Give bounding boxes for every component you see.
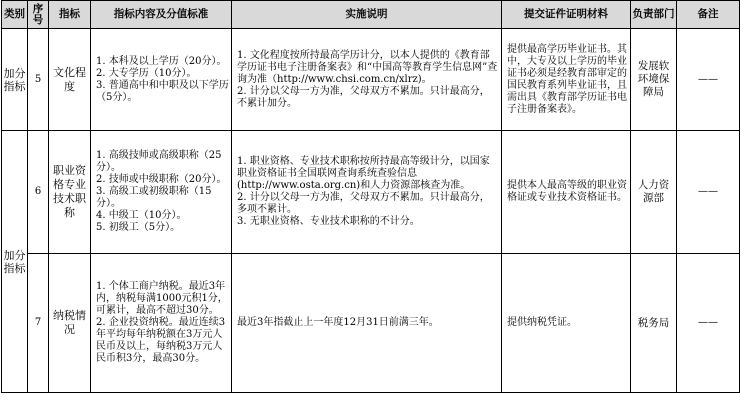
- table-row: [2, 254, 740, 393]
- explanation-cell: [232, 254, 502, 393]
- category-cell: 加分指标: [2, 131, 28, 393]
- dept-cell: 人力资源部: [631, 131, 677, 254]
- header-explanation: 实施说明: [232, 1, 502, 29]
- scoring-table: [1, 0, 740, 393]
- header-category: 类别: [2, 1, 28, 29]
- standard-line: 1. 个体工商户纳税。最近3年内，纳税每满1000元积1分，可累计，最高不超过30分。: [96, 281, 228, 316]
- indicator-cell: 职业资格专业技术职称: [49, 131, 91, 254]
- header-materials: 提交证件证明材料: [502, 1, 631, 29]
- standard-line: 2. 技师或中级职称（20分）。: [96, 174, 227, 185]
- standard-line: 1. 高级技师或高级职称（25分）。: [96, 150, 222, 173]
- header-standard: 指标内容及分值标准: [91, 1, 232, 29]
- dept-cell: 税务局: [631, 254, 677, 393]
- materials-cell: 提供本人最高等级的职业资格证或专业技术资格证书。: [502, 131, 631, 254]
- header-dept: 负责部门: [631, 1, 677, 29]
- explanation-line: 1. 职业资格、专业技术职称按所持最高等级计分，以国家职业资格证书全国联网查询系统查验信息(http://www.osta.org.cn)和人力资源部核查为准。: [237, 156, 490, 191]
- header-number: 序号: [28, 1, 49, 29]
- indicator-cell: 纳税情况: [49, 254, 91, 393]
- explanation-line: 3. 无职业资格、专业技术职称的不计分。: [237, 216, 420, 227]
- header-indicator: 指标: [49, 1, 91, 29]
- number-cell: 6: [28, 131, 49, 254]
- standard-line: 2. 大专学历（10分）。: [96, 67, 197, 79]
- number-cell: 7: [28, 254, 49, 393]
- explanation-cell: [232, 131, 502, 254]
- table-row: [2, 131, 740, 254]
- remark-cell: ——: [677, 29, 740, 131]
- dept-cell: 发展软环境保障局: [631, 29, 677, 131]
- materials-cell: 提供最高学历毕业证书。其中，大专及以上学历的毕业证书必须是经教育部审定的国民教育系列毕业证书，且需出具《教育部学历证书电子注册备案表》。: [502, 29, 631, 131]
- standard-line: 3. 高级工或初级职称（15分）。: [96, 186, 212, 209]
- standard-line: 3. 普通高中和中职及以下学历（5分）。: [96, 79, 229, 103]
- explanation-line: 最近3年指截止上一年度12月31日前满三年。: [237, 317, 439, 328]
- indicator-cell: 文化程度: [49, 29, 91, 131]
- remark-cell: ——: [677, 254, 740, 393]
- standard-cell: [91, 131, 232, 254]
- standard-line: 4. 中级工（10分）。: [96, 210, 187, 221]
- header-remark: 备注: [677, 1, 740, 29]
- standard-line: 5. 初级工（5分）。: [96, 222, 181, 233]
- header-row: [2, 1, 740, 29]
- materials-cell: 提供纳税凭证。: [502, 254, 631, 393]
- category-cell: 加分指标: [2, 29, 28, 131]
- number-cell: 5: [28, 29, 49, 131]
- explanation-line: 2. 计分以父母一方为准，父母双方不累加。只计最高分，不累计加分。: [237, 85, 490, 109]
- standard-line: 1. 本科及以上学历（20分）。: [96, 55, 227, 67]
- standard-line: 2. 企业投资纳税。最近连续3年平均每年纳税额在3万元人民币及以上，每纳税3万元人民币积3分，最高30分。: [96, 317, 226, 364]
- remark-cell: ——: [677, 131, 740, 254]
- explanation-line: 1. 文化程度按所持最高学历计分，以本人提供的《教育部学历证书电子注册备案表》和“中国高等教育学生信息网”查询为准（http://www.chsi.com.cn/xlrz)。: [237, 49, 498, 85]
- table-row: [2, 29, 740, 131]
- standard-cell: [91, 254, 232, 393]
- explanation-line: 2. 计分以父母一方为准，父母双方不累加。只计最高分，多项不累计。: [237, 192, 490, 215]
- standard-cell: [91, 29, 232, 131]
- explanation-cell: [232, 29, 502, 131]
